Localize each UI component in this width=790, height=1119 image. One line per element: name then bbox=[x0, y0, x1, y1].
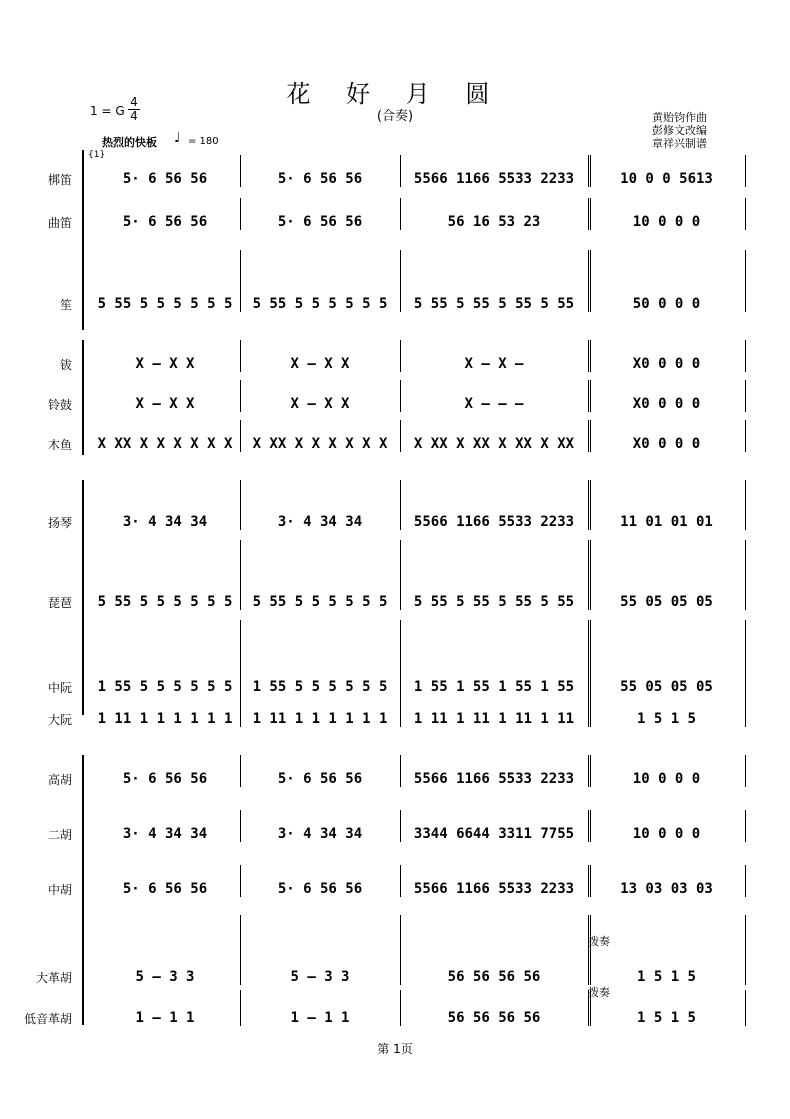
measure: 1 5 1 5 bbox=[636, 969, 696, 985]
barline bbox=[588, 380, 591, 412]
barline bbox=[588, 695, 591, 727]
staff-row bbox=[90, 620, 745, 695]
staff-row bbox=[90, 250, 745, 312]
measure: 1 5 1 5 bbox=[636, 1010, 696, 1026]
section-bracket bbox=[82, 150, 84, 330]
barline bbox=[400, 198, 401, 230]
barline bbox=[240, 420, 241, 452]
barline bbox=[588, 420, 591, 452]
measure: 5566 1166 5533 2233 bbox=[413, 171, 575, 187]
barline bbox=[400, 755, 401, 787]
barline bbox=[745, 755, 746, 787]
measure: 13 03 03 03 bbox=[620, 881, 713, 897]
measure: 3344 6644 3311 7755 bbox=[413, 826, 575, 842]
page-title: 花 好 月 圆 bbox=[286, 80, 504, 108]
page-subtitle: (合奏) bbox=[376, 109, 414, 124]
measure: X0 0 0 0 bbox=[632, 436, 701, 452]
barline bbox=[745, 480, 746, 530]
barline bbox=[588, 340, 591, 372]
barline bbox=[588, 810, 591, 842]
measure: 5 55 5 5 5 5 5 5 bbox=[97, 296, 233, 312]
instrument-label: 扬琴 bbox=[47, 516, 72, 530]
barline bbox=[588, 620, 591, 695]
instrument-label: 中阮 bbox=[47, 681, 72, 695]
measure: 1 – 1 1 bbox=[135, 1010, 195, 1026]
barline bbox=[588, 155, 591, 187]
measure: 5 55 5 5 5 5 5 5 bbox=[252, 594, 388, 610]
barline bbox=[745, 340, 746, 372]
measure-number: {1} bbox=[88, 150, 106, 160]
instrument-label: 钹 bbox=[59, 358, 72, 372]
measure: 56 16 53 23 bbox=[447, 214, 541, 230]
page-number: 第 1页 bbox=[377, 1042, 413, 1056]
measure: 3· 4 34 34 bbox=[122, 826, 208, 842]
tempo-marking: 热烈的快板 bbox=[102, 136, 157, 149]
instrument-label: 木鱼 bbox=[47, 438, 72, 452]
barline bbox=[400, 380, 401, 412]
measure: 5 55 5 5 5 5 5 5 bbox=[252, 296, 388, 312]
measure: 10 0 0 0 bbox=[632, 214, 701, 230]
instrument-label: 高胡 bbox=[47, 773, 72, 787]
barline bbox=[240, 620, 241, 695]
barline bbox=[240, 380, 241, 412]
staff-row bbox=[90, 915, 745, 985]
barline bbox=[745, 155, 746, 187]
measure: 5566 1166 5533 2233 bbox=[413, 514, 575, 530]
barline bbox=[240, 915, 241, 985]
measure: 5· 6 56 56 bbox=[122, 171, 208, 187]
measure: 3· 4 34 34 bbox=[122, 514, 208, 530]
measure: 1 55 5 5 5 5 5 5 bbox=[97, 679, 233, 695]
measure: 56 56 56 56 bbox=[447, 1010, 541, 1026]
barline bbox=[400, 250, 401, 312]
measure: 11 01 01 01 bbox=[620, 514, 713, 530]
measure: 5 55 5 5 5 5 5 5 bbox=[97, 594, 233, 610]
instrument-label: 笙 bbox=[59, 298, 72, 312]
barline bbox=[240, 695, 241, 727]
quarter-note-icon: ♩ bbox=[174, 130, 181, 146]
instrument-label: 大革胡 bbox=[35, 971, 72, 985]
measure: 5· 6 56 56 bbox=[122, 881, 208, 897]
measure: X – X X bbox=[290, 396, 350, 412]
barline bbox=[400, 620, 401, 695]
barline bbox=[400, 340, 401, 372]
barline bbox=[240, 865, 241, 897]
technique-mark: 拨奏 bbox=[588, 935, 610, 948]
barline bbox=[240, 198, 241, 230]
instrument-label: 中胡 bbox=[47, 883, 72, 897]
measure: X – X X bbox=[290, 356, 350, 372]
staff-row bbox=[90, 340, 745, 372]
barline bbox=[240, 990, 241, 1026]
barline bbox=[240, 540, 241, 610]
barline bbox=[745, 810, 746, 842]
credits bbox=[652, 111, 707, 150]
barline bbox=[400, 865, 401, 897]
measure: 5· 6 56 56 bbox=[277, 771, 363, 787]
time-sig-top: 4 bbox=[130, 95, 138, 109]
measure: 5 55 5 55 5 55 5 55 bbox=[413, 594, 575, 610]
instrument-label: 梆笛 bbox=[47, 173, 72, 187]
instrument-label: 曲笛 bbox=[47, 216, 72, 230]
barline bbox=[588, 755, 591, 787]
staff-row bbox=[90, 480, 745, 530]
barline bbox=[745, 198, 746, 230]
measure: X0 0 0 0 bbox=[632, 356, 701, 372]
measure: 5· 6 56 56 bbox=[277, 171, 363, 187]
measure: 10 0 0 0 bbox=[632, 826, 701, 842]
measure: 1 55 1 55 1 55 1 55 bbox=[413, 679, 575, 695]
measure: 5· 6 56 56 bbox=[122, 214, 208, 230]
barline bbox=[588, 250, 591, 312]
barline bbox=[745, 540, 746, 610]
staff-row bbox=[90, 420, 745, 452]
staff-row bbox=[90, 198, 745, 230]
barline bbox=[400, 540, 401, 610]
barline bbox=[240, 755, 241, 787]
measure: 3· 4 34 34 bbox=[277, 826, 363, 842]
instrument-label: 大阮 bbox=[47, 713, 72, 727]
measure: 1 5 1 5 bbox=[636, 711, 696, 727]
measure: X XX X X X X X X bbox=[252, 436, 388, 452]
section-bracket bbox=[82, 340, 84, 455]
measure: X XX X XX X XX X XX bbox=[413, 436, 575, 452]
measure: 5566 1166 5533 2233 bbox=[413, 881, 575, 897]
staff-row bbox=[90, 865, 745, 897]
barline bbox=[400, 695, 401, 727]
section-bracket bbox=[82, 755, 84, 1025]
barline bbox=[588, 915, 591, 985]
barline bbox=[400, 990, 401, 1026]
barline bbox=[400, 810, 401, 842]
barline bbox=[588, 865, 591, 897]
key-signature: 1 = G bbox=[90, 104, 125, 118]
technique-mark: 拨奏 bbox=[588, 986, 610, 999]
measure: X XX X X X X X X bbox=[97, 436, 233, 452]
section-bracket bbox=[82, 480, 84, 715]
measure: 1 55 5 5 5 5 5 5 bbox=[252, 679, 388, 695]
measure: 1 11 1 1 1 1 1 1 bbox=[97, 711, 233, 727]
measure: 50 0 0 0 bbox=[632, 296, 701, 312]
measure: 1 11 1 11 1 11 1 11 bbox=[413, 711, 575, 727]
measure: 5 55 5 55 5 55 5 55 bbox=[413, 296, 575, 312]
measure: X – X – bbox=[464, 356, 524, 372]
measure: 10 0 0 0 bbox=[632, 771, 701, 787]
barline bbox=[588, 540, 591, 610]
measure: 3· 4 34 34 bbox=[277, 514, 363, 530]
barline bbox=[745, 990, 746, 1026]
barline bbox=[400, 480, 401, 530]
barline bbox=[745, 695, 746, 727]
barline bbox=[745, 250, 746, 312]
time-signature bbox=[128, 96, 140, 123]
barline bbox=[745, 380, 746, 412]
measure: 1 – 1 1 bbox=[290, 1010, 350, 1026]
instrument-label: 二胡 bbox=[47, 828, 72, 842]
barline bbox=[400, 420, 401, 452]
barline bbox=[240, 340, 241, 372]
instrument-label: 低音革胡 bbox=[23, 1012, 72, 1026]
staff-row bbox=[90, 380, 745, 412]
measure: 5 – 3 3 bbox=[290, 969, 350, 985]
arranger: 彭修文改编 bbox=[652, 124, 707, 137]
barline bbox=[400, 915, 401, 985]
measure: X – X X bbox=[135, 356, 195, 372]
staff-row bbox=[90, 755, 745, 787]
tempo-value: = 180 bbox=[188, 136, 219, 147]
barline bbox=[240, 155, 241, 187]
barline bbox=[745, 620, 746, 695]
measure: 55 05 05 05 bbox=[620, 594, 713, 610]
staff-row bbox=[90, 695, 745, 727]
measure: 5566 1166 5533 2233 bbox=[413, 771, 575, 787]
measure: 1 11 1 1 1 1 1 1 bbox=[252, 711, 388, 727]
staff-row bbox=[90, 540, 745, 610]
barline bbox=[400, 155, 401, 187]
barline bbox=[745, 420, 746, 452]
barline bbox=[240, 480, 241, 530]
measure: 5· 6 56 56 bbox=[122, 771, 208, 787]
measure: 5· 6 56 56 bbox=[277, 214, 363, 230]
measure: 56 56 56 56 bbox=[447, 969, 541, 985]
barline bbox=[588, 198, 591, 230]
measure: 55 05 05 05 bbox=[620, 679, 713, 695]
measure: 5· 6 56 56 bbox=[277, 881, 363, 897]
staff-row bbox=[90, 990, 745, 1026]
engraver: 章祥兴制谱 bbox=[652, 137, 707, 150]
composer: 黄贻钧作曲 bbox=[652, 111, 707, 124]
instrument-label: 铃鼓 bbox=[47, 398, 72, 412]
measure: 5 – 3 3 bbox=[135, 969, 195, 985]
measure: 10 0 0 5613 bbox=[620, 171, 713, 187]
barline bbox=[745, 915, 746, 985]
measure: X – X X bbox=[135, 396, 195, 412]
instrument-label: 琵琶 bbox=[47, 596, 72, 610]
staff-row bbox=[90, 155, 745, 187]
barline bbox=[240, 250, 241, 312]
barline bbox=[745, 865, 746, 897]
barline bbox=[588, 480, 591, 530]
barline bbox=[240, 810, 241, 842]
time-sig-bottom: 4 bbox=[128, 109, 140, 123]
measure: X0 0 0 0 bbox=[632, 396, 701, 412]
staff-row bbox=[90, 810, 745, 842]
measure: X – – – bbox=[464, 396, 524, 412]
